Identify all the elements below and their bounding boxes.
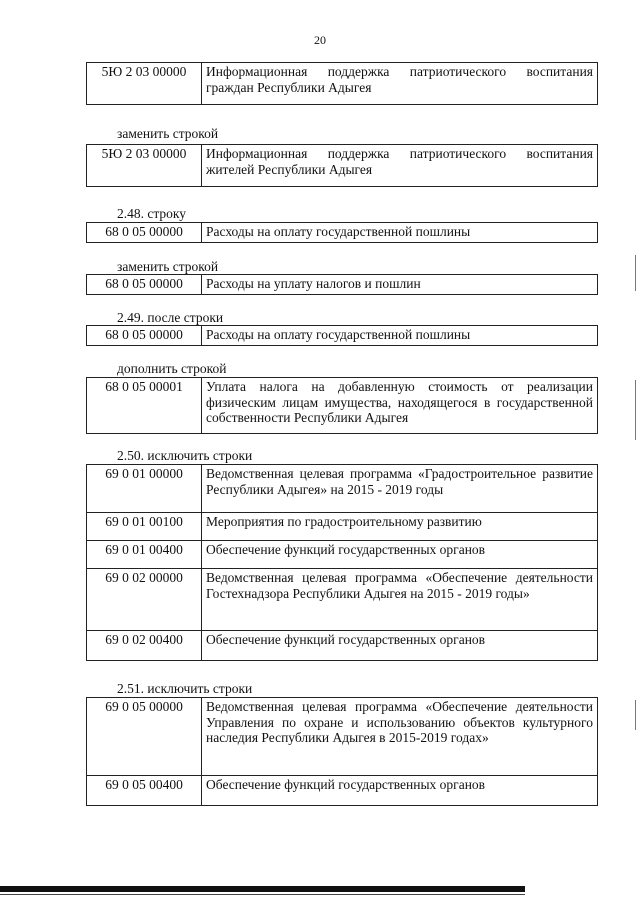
code-table [86, 274, 598, 295]
budget-code: 69 0 01 00100 [87, 513, 202, 541]
scan-margin-mark [635, 700, 636, 730]
table-row [87, 541, 598, 569]
code-table [86, 144, 598, 187]
code-table [86, 464, 598, 661]
section-label: 2.49. после строки [117, 310, 224, 325]
table-row [87, 63, 598, 105]
section-label: заменить строкой [117, 259, 219, 274]
code-table [86, 62, 598, 105]
table-row [87, 698, 598, 776]
row-description: Расходы на оплату государственной пошлины [202, 326, 598, 346]
code-table [86, 222, 598, 243]
code-table [86, 325, 598, 346]
scan-margin-mark [635, 380, 636, 440]
table-row [87, 326, 598, 346]
table-row [87, 465, 598, 513]
row-description: Обеспечение функций государственных органов [202, 541, 598, 569]
table-row [87, 569, 598, 631]
budget-code: 5Ю 2 03 00000 [87, 63, 202, 105]
row-description: Мероприятия по градостроительному развитию [202, 513, 598, 541]
table-row [87, 223, 598, 243]
row-description: Информационная поддержка патриотического воспитания граждан Республики Адыгея [202, 63, 598, 105]
code-table [86, 377, 598, 434]
table-row [87, 631, 598, 661]
budget-code: 69 0 01 00400 [87, 541, 202, 569]
table-row [87, 275, 598, 295]
page-number: 20 [314, 33, 326, 47]
row-description: Ведомственная целевая программа «Обеспечение деятельности Гостехнадзора Республики Адыгея на 2015 - 2019 годы» [202, 569, 598, 631]
row-description: Обеспечение функций государственных органов [202, 776, 598, 806]
scan-margin-mark [635, 255, 636, 291]
budget-code: 69 0 02 00400 [87, 631, 202, 661]
bottom-scan-rule-thin [0, 894, 525, 895]
budget-code: 69 0 02 00000 [87, 569, 202, 631]
budget-code: 68 0 05 00000 [87, 223, 202, 243]
budget-code: 69 0 05 00000 [87, 698, 202, 776]
table-row [87, 145, 598, 187]
table-row [87, 513, 598, 541]
section-label: 2.51. исключить строки [117, 681, 253, 696]
table-row [87, 776, 598, 806]
table-row [87, 378, 598, 434]
code-table [86, 697, 598, 806]
row-description: Расходы на уплату налогов и пошлин [202, 275, 598, 295]
budget-code: 5Ю 2 03 00000 [87, 145, 202, 187]
section-label: 2.48. строку [117, 206, 187, 221]
row-description: Информационная поддержка патриотического воспитания жителей Республики Адыгея [202, 145, 598, 187]
section-label: заменить строкой [117, 126, 219, 141]
budget-code: 69 0 05 00400 [87, 776, 202, 806]
budget-code: 68 0 05 00001 [87, 378, 202, 434]
budget-code: 68 0 05 00000 [87, 275, 202, 295]
budget-code: 69 0 01 00000 [87, 465, 202, 513]
row-description: Расходы на оплату государственной пошлины [202, 223, 598, 243]
budget-code: 68 0 05 00000 [87, 326, 202, 346]
row-description: Уплата налога на добавленную стоимость от реализации физическим лицам имущества, находящегося в государственной собственности Республики Адыгея [202, 378, 598, 434]
row-description: Обеспечение функций государственных органов [202, 631, 598, 661]
section-label: 2.50. исключить строки [117, 448, 253, 463]
row-description: Ведомственная целевая программа «Градостроительное развитие Республики Адыгея» на 2015 - 2019 годы [202, 465, 598, 513]
row-description: Ведомственная целевая программа «Обеспечение деятельности Управления по охране и использованию объектов культурного наследия Республики Адыгея в 2015-2019 годах» [202, 698, 598, 776]
section-label: дополнить строкой [117, 361, 227, 376]
bottom-scan-rule [0, 886, 525, 892]
